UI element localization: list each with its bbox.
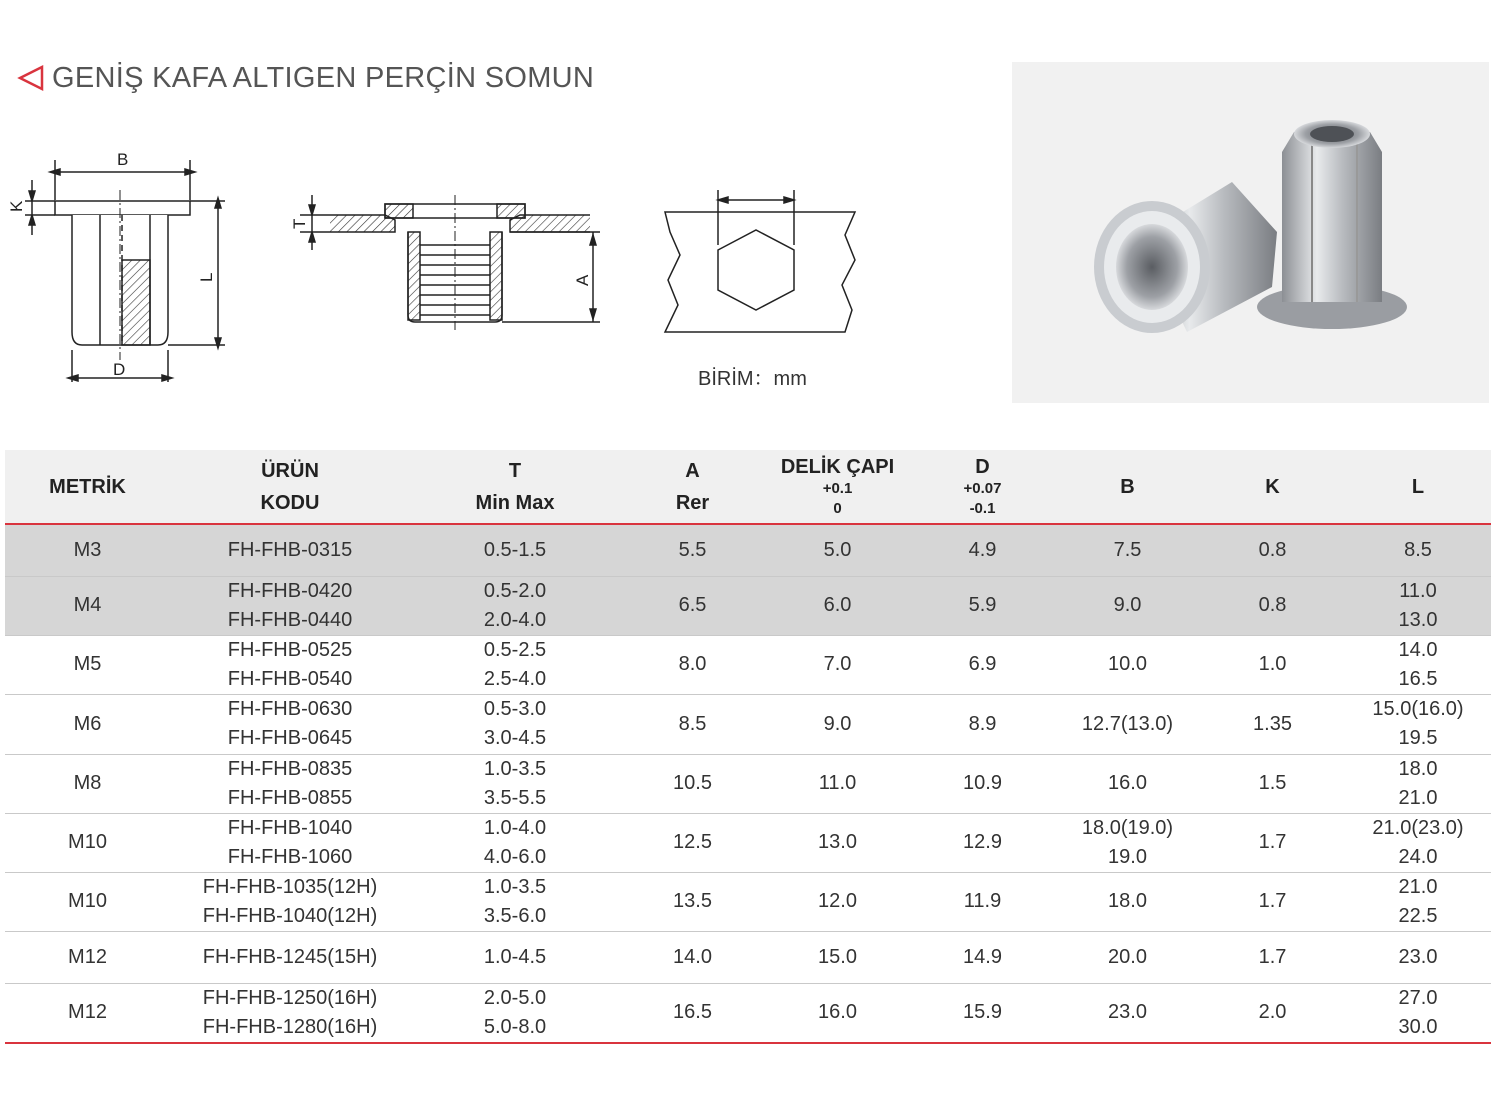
cell-codes [170,931,410,983]
cell-t [410,754,620,813]
cell-t [410,694,620,754]
cell-d-value: 15.9 [963,1001,1002,1023]
cell-l-line: 21.0 [1398,786,1438,809]
cell-l-line: 13.0 [1398,608,1438,631]
cell-codes [170,635,410,694]
cell-l-line: 22.5 [1398,904,1438,927]
cell-codes [170,524,410,576]
cell-codes-line: FH-FHB-1280(16H) [202,1015,378,1038]
cell-hole [765,694,910,754]
rivet-nut-photo-icon [1012,62,1489,403]
cell-metric [5,694,170,754]
cell-l [1345,872,1491,931]
cell-a [620,635,765,694]
cell-codes-line: FH-FHB-1040(12H) [202,904,378,927]
cell-metric [5,872,170,931]
label-d: D [113,360,126,379]
cell-a [620,872,765,931]
cell-l-line: 19.5 [1398,727,1438,749]
title-bar [16,58,594,98]
cell-a-value: 12.5 [673,831,712,853]
cell-b-line: 18.0(19.0) [1081,816,1174,839]
cell-l [1345,524,1491,576]
cell-t-line: 3.0-4.5 [483,727,547,749]
table-row [5,635,1491,694]
cell-metric [5,524,170,576]
cell-d-value: 14.9 [963,945,1002,968]
cell-metric-value: M5 [73,653,102,675]
cell-l [1345,931,1491,983]
cell-t-line: 1.0-3.5 [483,875,547,898]
cell-b-line: 16.0 [1108,772,1147,794]
cell-a [620,524,765,576]
cell-a-value: 10.5 [673,772,712,794]
cell-k [1200,576,1345,635]
header-b: B [1055,450,1200,524]
cell-l-line: 24.0 [1398,845,1438,868]
cell-metric-value: M8 [73,772,102,794]
cell-l-line: 30.0 [1398,1015,1438,1038]
cell-metric-value: M10 [68,890,107,912]
cell-k-value: 1.5 [1258,772,1287,794]
cell-metric-value: M4 [73,594,102,616]
cell-l-line: 16.5 [1398,667,1438,690]
cell-hole [765,931,910,983]
cell-l-line: 8.5 [1404,538,1432,561]
table-row [5,983,1491,1043]
table-row [5,754,1491,813]
cell-k-value: 2.0 [1258,1001,1287,1023]
cell-t-line: 1.0-3.5 [483,757,547,780]
cell-d [910,813,1055,872]
label-t: T [290,218,309,229]
cell-metric-value: M12 [68,1001,107,1023]
cell-t-line: 3.5-5.5 [483,786,547,809]
table-row [5,694,1491,754]
cell-d-value: 11.9 [963,890,1002,912]
cell-codes [170,694,410,754]
cell-t-line: 3.5-6.0 [483,904,547,927]
cell-l-line: 23.0 [1398,945,1438,968]
cell-hole-value: 16.0 [818,1001,857,1023]
cell-t-line: 2.0-5.0 [483,986,547,1009]
cell-t [410,813,620,872]
cell-t-line: 1.0-4.5 [483,945,547,968]
cell-b [1055,813,1200,872]
cell-l [1345,813,1491,872]
cell-l-line: 18.0 [1398,757,1438,780]
cell-t-line: 2.0-4.0 [483,608,547,631]
cell-k-value: 1.0 [1258,653,1287,675]
cell-k-value: 1.35 [1253,712,1292,735]
spec-table [5,450,1491,1044]
table-row [5,576,1491,635]
cell-t [410,983,620,1043]
label-b: B [117,150,129,169]
cell-codes-line: FH-FHB-1250(16H) [202,986,378,1009]
cell-b [1055,983,1200,1043]
cell-k [1200,635,1345,694]
cell-l [1345,983,1491,1043]
cell-codes-line: FH-FHB-0420 [227,579,353,602]
table-row [5,872,1491,931]
cell-k [1200,754,1345,813]
cell-metric-value: M12 [68,945,107,968]
cell-k [1200,694,1345,754]
header-code: ÜRÜN KODU [170,450,410,524]
cell-b [1055,635,1200,694]
cell-metric [5,635,170,694]
cell-hole [765,983,910,1043]
cell-l [1345,694,1491,754]
cell-d-value: 5.9 [968,594,997,616]
technical-drawings [0,120,900,420]
cell-l-line: 21.0 [1398,875,1438,898]
product-photo [1012,62,1489,403]
cell-k-value: 0.8 [1258,538,1287,561]
cell-codes [170,872,410,931]
cell-a [620,931,765,983]
spec-table-body [5,524,1491,1043]
cell-codes-line: FH-FHB-0645 [227,727,353,749]
cell-hole-value: 12.0 [818,890,857,912]
cell-d [910,635,1055,694]
cell-hole [765,754,910,813]
cell-l-line: 21.0(23.0) [1372,816,1464,839]
cell-k-value: 1.7 [1258,945,1287,968]
table-header-row [5,450,1491,524]
cell-b-line: 10.0 [1108,653,1147,675]
cell-metric [5,931,170,983]
cell-codes [170,754,410,813]
cell-b [1055,576,1200,635]
cell-d [910,524,1055,576]
cell-d [910,754,1055,813]
cell-codes-line: FH-FHB-1245(15H) [202,945,378,968]
cell-b-line: 19.0 [1108,845,1147,868]
cell-hole-value: 9.0 [823,712,852,735]
cell-d [910,694,1055,754]
header-metric: METRİK [5,450,170,524]
cell-codes-line: FH-FHB-0630 [227,698,353,720]
cell-b [1055,524,1200,576]
cell-l-line: 14.0 [1398,638,1438,661]
cell-b-line: 9.0 [1113,594,1142,616]
cell-b-line: 23.0 [1108,1001,1147,1023]
cell-hole-value: 5.0 [823,538,852,561]
cell-b-line: 7.5 [1113,538,1142,561]
cell-codes-line: FH-FHB-1060 [227,845,353,868]
cell-hole-value: 6.0 [823,594,852,616]
cell-k [1200,872,1345,931]
cell-k [1200,931,1345,983]
header-hole: DELİK ÇAPI +0.1 0 [765,450,910,524]
cell-a [620,576,765,635]
cell-k-value: 0.8 [1258,594,1287,616]
cell-hole-value: 13.0 [818,831,857,853]
cell-b [1055,694,1200,754]
header-k: K [1200,450,1345,524]
cell-b-line: 18.0 [1108,890,1147,912]
cell-l-line: 15.0(16.0) [1372,698,1464,720]
cell-l [1345,576,1491,635]
cell-metric-value: M10 [68,831,107,853]
label-k: K [7,200,26,212]
cell-k [1200,524,1345,576]
header-a: A Rer [620,450,765,524]
cell-t-line: 4.0-6.0 [483,845,547,868]
cell-a-value: 6.5 [678,594,707,616]
cell-a-value: 8.5 [678,712,707,735]
cell-codes-line: FH-FHB-1035(12H) [202,875,378,898]
cell-codes [170,576,410,635]
cell-d [910,983,1055,1043]
cell-a-value: 5.5 [678,538,707,561]
cell-hole [765,524,910,576]
cell-codes-line: FH-FHB-0835 [227,757,353,780]
cell-a-value: 13.5 [673,890,712,912]
cell-l [1345,635,1491,694]
cell-hole-value: 11.0 [818,772,857,794]
cell-b-line: 20.0 [1108,945,1147,968]
cell-t-line: 0.5-3.0 [483,698,547,720]
cell-d-value: 6.9 [968,653,997,675]
cell-l-line: 11.0 [1399,579,1437,602]
cell-t-line: 0.5-1.5 [483,538,547,561]
cell-a-value: 8.0 [678,653,707,675]
cell-t [410,576,620,635]
cell-metric [5,813,170,872]
cell-t-line: 1.0-4.0 [483,816,547,839]
unit-note: BİRİM：mm [698,368,807,390]
cell-hole [765,635,910,694]
triangle-left-icon [16,63,46,93]
page-title: GENİŞ KAFA ALTIGEN PERÇİN SOMUN [52,61,595,94]
cell-hole-value: 7.0 [823,653,852,675]
cell-d [910,872,1055,931]
label-l: L [197,272,216,282]
cell-codes-line: FH-FHB-1040 [227,816,353,839]
table-row [5,813,1491,872]
cell-k [1200,813,1345,872]
cell-a-value: 16.5 [673,1001,712,1023]
cell-metric-value: M6 [73,712,102,735]
cell-t [410,635,620,694]
cell-hole [765,813,910,872]
header-t: T Min Max [410,450,620,524]
header-d: D +0.07 -0.1 [910,450,1055,524]
label-a: A [573,274,592,286]
cell-t [410,524,620,576]
cell-hole-value: 15.0 [818,945,857,968]
table-row [5,524,1491,576]
cell-b [1055,931,1200,983]
cell-codes-line: FH-FHB-0525 [227,638,353,661]
cell-d-value: 12.9 [963,831,1002,853]
cell-t [410,931,620,983]
cell-metric [5,576,170,635]
cell-l [1345,754,1491,813]
header-l: L [1345,450,1491,524]
cell-d-value: 4.9 [968,538,997,561]
cell-metric-value: M3 [73,538,102,561]
cell-k [1200,983,1345,1043]
cell-codes-line: FH-FHB-0440 [227,608,353,631]
cell-t-line: 5.0-8.0 [483,1015,547,1038]
cell-b [1055,872,1200,931]
cell-d [910,576,1055,635]
cell-a [620,694,765,754]
cell-b [1055,754,1200,813]
cell-t-line: 0.5-2.0 [483,579,547,602]
cell-t-line: 0.5-2.5 [483,638,547,661]
cell-codes-line: FH-FHB-0540 [227,667,353,690]
cell-d-value: 10.9 [963,772,1002,794]
cell-codes-line: FH-FHB-0855 [227,786,353,809]
cell-t-line: 2.5-4.0 [483,667,547,690]
cell-t [410,872,620,931]
cell-b-line: 12.7(13.0) [1081,712,1174,735]
cell-a [620,754,765,813]
cell-a-value: 14.0 [673,945,712,968]
cell-hole [765,872,910,931]
cell-metric [5,983,170,1043]
cell-codes-line: FH-FHB-0315 [227,538,353,561]
cell-k-value: 1.7 [1258,831,1287,853]
cell-a [620,983,765,1043]
cell-metric [5,754,170,813]
table-row [5,931,1491,983]
cell-codes [170,813,410,872]
cell-d [910,931,1055,983]
cell-d-value: 8.9 [968,712,997,735]
cell-a [620,813,765,872]
cell-hole [765,576,910,635]
cell-l-line: 27.0 [1398,986,1438,1009]
cell-k-value: 1.7 [1258,890,1287,912]
cell-codes [170,983,410,1043]
